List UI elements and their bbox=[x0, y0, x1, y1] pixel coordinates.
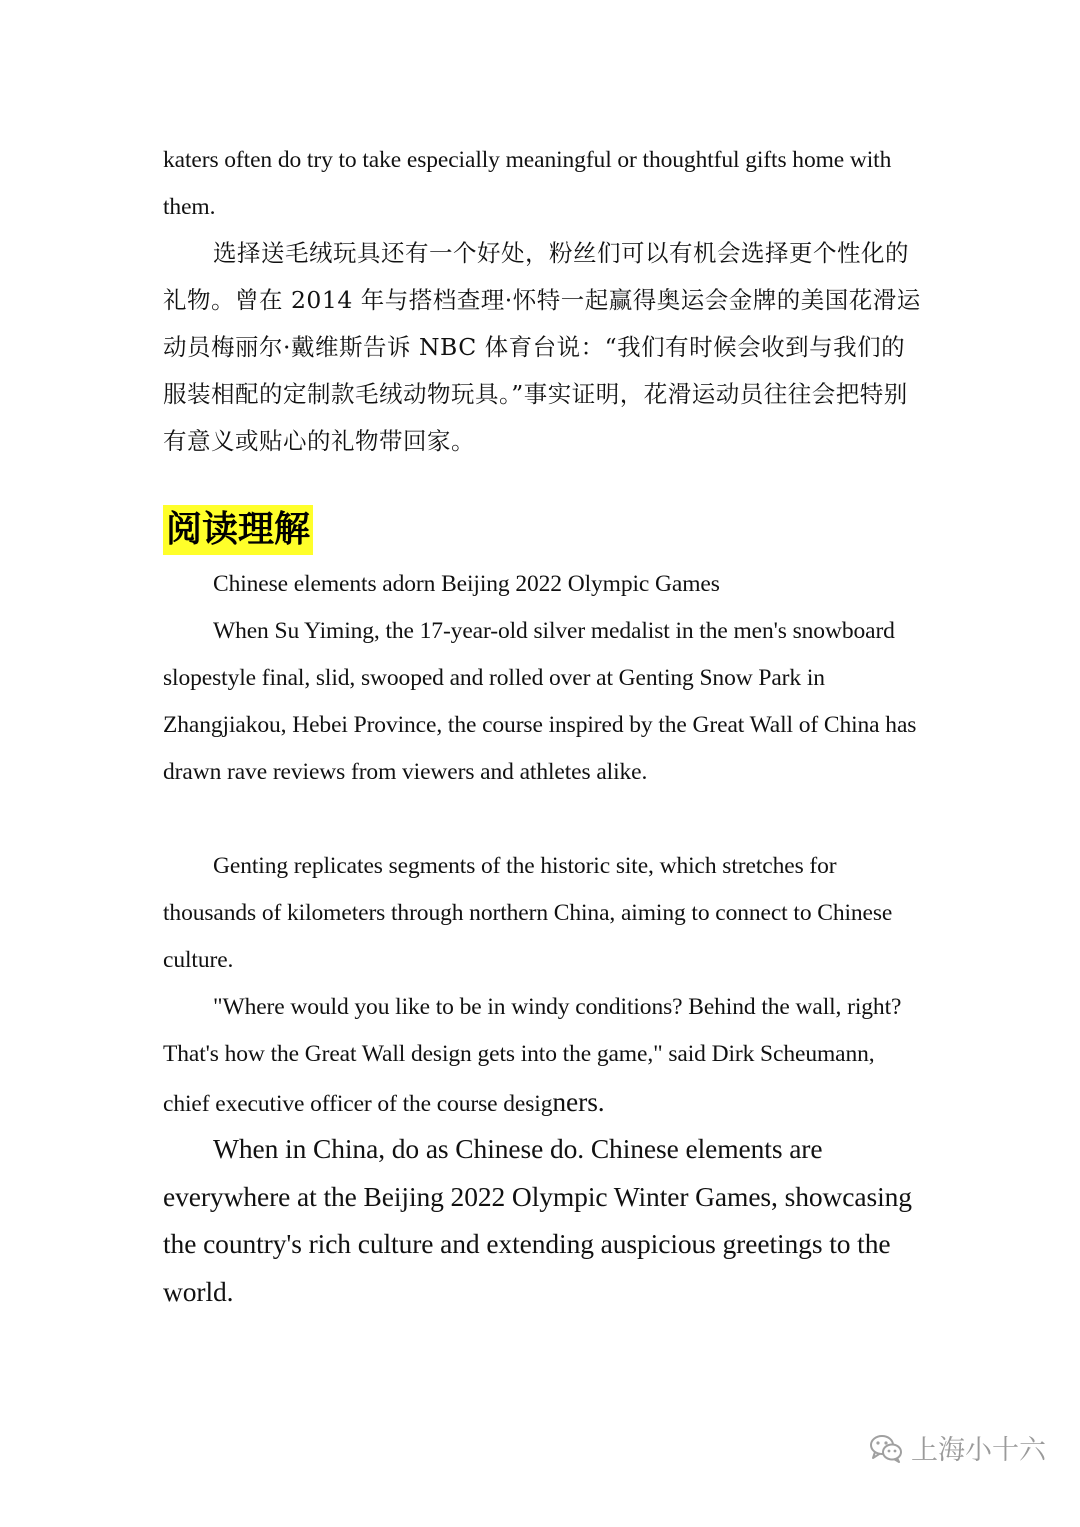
article-paragraph-3 bbox=[163, 984, 923, 1128]
article-paragraph-4: When in China, do as Chinese do. Chinese elements are everywhere at the Beijing 2022 Olympic Winter Games, showcasing the country's rich culture and extending auspicious greetings to the world. bbox=[163, 1133, 912, 1307]
article-paragraph-3-main: "Where would you like to be in windy conditions? Behind the wall, right? That's how the Great Wall design gets into the game," said Dirk Scheumann, chief executive officer of the course desig bbox=[163, 994, 902, 1117]
chinese-paragraph: 选择送毛绒玩具还有一个好处，粉丝们可以有机会选择更个性化的礼物。曾在 2014 年与搭档查理·怀特一起赢得奥运会金牌的美国花滑运动员梅丽尔·戴维斯告诉 NBC 体育台说：“我们有时候会收到与我们的服装相配的定制款毛绒动物玩具。”事实证明，花滑运动员往往会把特别有意义或贴心的礼物带回家。 bbox=[163, 239, 921, 455]
article-paragraph-1: When Su Yiming, the 17-year-old silver medalist in the men's snowboard slopestyle final, slid, swooped and rolled over at Genting Snow Park in Zhangjiakou, Hebei Province, the course inspired by the Great Wall of China has drawn rave reviews from viewers and athletes alike. bbox=[163, 618, 917, 785]
watermark-text: 上海小十六 bbox=[911, 1435, 1046, 1466]
section-heading: 阅读理解 bbox=[163, 505, 313, 555]
article-title: Chinese elements adorn Beijing 2022 Olympic Games bbox=[213, 571, 720, 597]
continuation-paragraph: katers often do try to take especially meaningful or thoughtful gifts home with them. bbox=[163, 147, 892, 220]
wechat-icon bbox=[869, 1433, 903, 1463]
watermark bbox=[869, 1428, 1046, 1467]
article-paragraph-2: Genting replicates segments of the historic site, which stretches for thousands of kilometers through northern China, aiming to connect to Chinese culture. bbox=[163, 853, 893, 973]
article-paragraph-3-tail: ners. bbox=[552, 1086, 605, 1117]
